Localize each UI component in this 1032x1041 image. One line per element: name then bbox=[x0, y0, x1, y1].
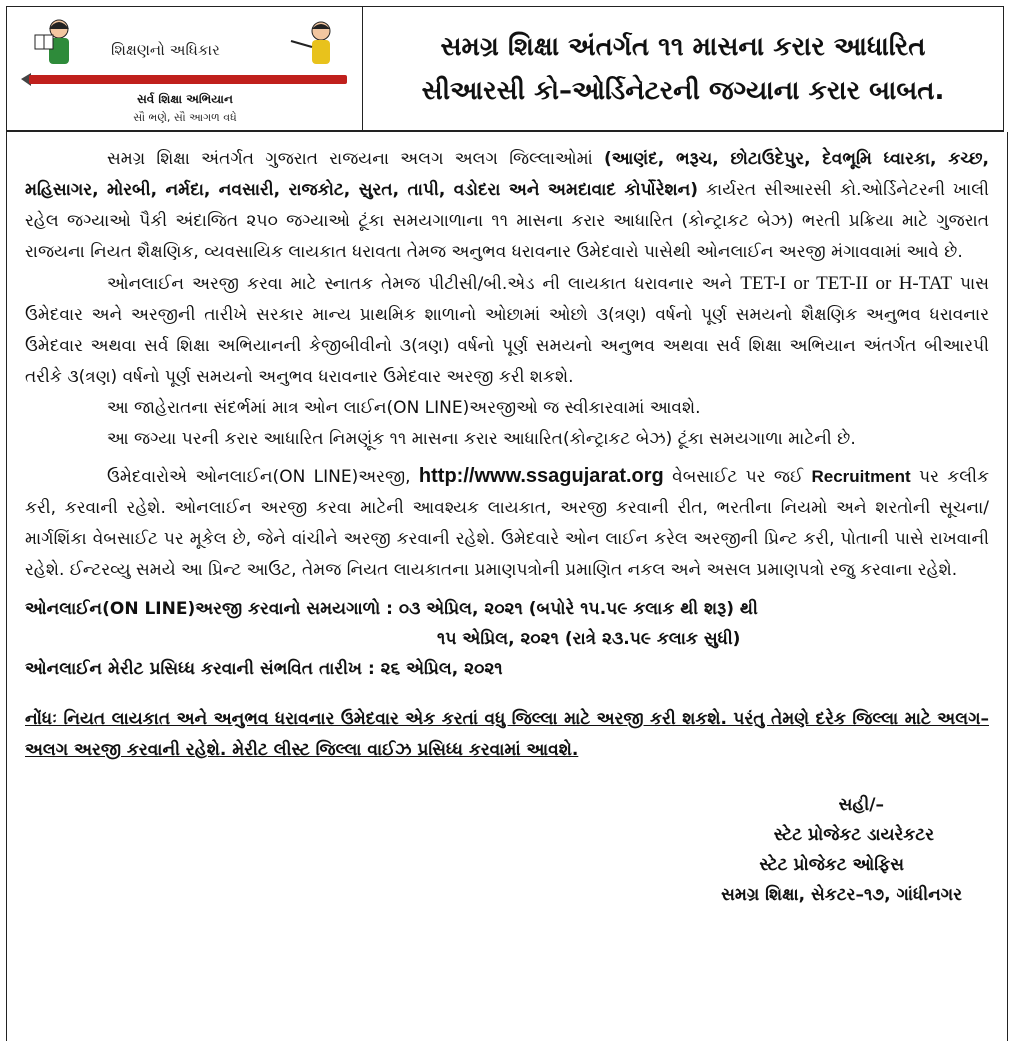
para2-a: ઓનલાઈન અરજી કરવા માટે સ્નાતક તેમજ પીટીસી/બી.એડ ની લાયકાત ધરાવનાર અને bbox=[107, 274, 741, 294]
schedule-line2: ૧૫ એપ્રિલ, ૨૦૨૧ (રાત્રે ૨૩.૫૯ કલાક સુધી) bbox=[437, 629, 741, 649]
paragraph-districts bbox=[25, 144, 989, 268]
paragraph-apply bbox=[25, 461, 989, 586]
para2-b: પાસ ઉમેદવાર અને અરજીની તારીખે સરકાર માન્ય પ્રાથમિક શાળાનો ઓછામાં ઓછો ૩(ત્રણ) વર્ષનો પૂર્ણ સમયનો શૈક્ષણિક અનુભવ ધરાવનાર ઉમેદવાર અથવા સર્વ શિક્ષા અભિયાનની કેજીબીવીનો ૩(ત્રણ) વર્ષનો પૂર્ણ સમયનો અનુભવ અથવા સર્વ શિક્ષા અભિયાન અંતર્ગત બીઆરપી તરીકે ૩(ત્રણ) વર્ષનો પૂર્ણ સમયનો અનુભવ ધરાવનાર ઉમેદવાર અરજી કરી શકશે. bbox=[25, 274, 989, 387]
paragraph-online-only: આ જાહેરાતના સંદર્ભમાં માત્ર ઓન લાઈન(ON LINE)અરજીઓ જ સ્વીકારવામાં આવશે. bbox=[107, 398, 701, 418]
schedule-line3: ઓનલાઈન મેરીટ પ્રસિધ્ધ કરવાની સંભવિત તારીખ : ૨૬ એપ્રિલ, ૨૦૨૧ bbox=[25, 659, 503, 679]
girl-reading-icon bbox=[29, 15, 99, 75]
signature-block bbox=[642, 790, 962, 910]
district-list: (આણંદ, ભરૂચ, છોટાઉદેપુર, દેવભૂમિ ધ્વારકા, કચ્છ, મહિસાગર, મોરબી, નર્મદા, નવસારી, રાજકોટ, સુરત, તાપી, વડોદરા અને અમદાવાદ કોર્પોરેશન) bbox=[25, 149, 989, 200]
para1-rest: કાર્યરત સીઆરસી કો.ઓર્ડિનેટરની ખાલી રહેલ જગ્યાઓ પૈકી અંદાજિત ૨૫૦ જગ્યાઓ ટૂંકા સમયગાળાના ૧૧ માસના કરાર આધારિત (કોન્ટ્રાકટ બેઝ) ભરતી પ્રક્રિયા માટે ગુજરાત રાજયના નિયત શૈક્ષણિક, વ્યવસાયિક લાયકાત ધરાવતા તેમજ અનુભવ ધરાવનાર ઉમેદવારો પાસેથી ઓનલાઈન અરજી મંગાવવામાં આવે છે. bbox=[25, 180, 990, 262]
note: નોંધઃ નિયત લાયકાત અને અનુભવ ધરાવનાર ઉમેદવાર એક કરતાં વધુ જિલ્લા માટે અરજી કરી શકશે. પરંતુ તેમણે દરેક જિલ્લા માટે અલગ–અલગ અરજી કરવાની રહેશે. મેરીટ લીસ્ટ જિલ્લા વાઈઝ પ્રસિધ્ધ કરવામાં આવશે. bbox=[25, 709, 989, 760]
paragraph-eligibility bbox=[25, 268, 989, 393]
paragraph-contract: આ જગ્યા પરની કરાર આધારિત નિમણૂંક ૧૧ માસના કરાર આધારિત(કોન્ટ્રાકટ બેઝ) ટૂંકા સમયગાળા માટેની છે. bbox=[107, 429, 856, 449]
para5-b: વેબસાઈટ પર જઈ bbox=[663, 467, 812, 487]
schedule-line1: ઓનલાઈન(ON LINE)અરજી કરવાનો સમયગાળો : ૦૩ એપ્રિલ, ૨૦૨૧ (બપોરે ૧૫.૫૯ કલાક થી શરૂ) થી bbox=[25, 599, 758, 619]
notice-title bbox=[363, 7, 1003, 130]
ssa-logo bbox=[7, 7, 363, 130]
pencil-bar bbox=[29, 75, 347, 84]
signature-line2: સ્ટેટ પ્રોજેકટ ઓફિસ bbox=[759, 855, 904, 875]
logo-line1: સર્વ શિક્ષા અભિયાન bbox=[137, 92, 233, 106]
para5-a: ઉમેદવારોએ ઓનલાઈન(ON LINE)અરજી, bbox=[107, 467, 419, 487]
signature-line3: સમગ્ર શિક્ષા, સેકટર–૧૭, ગાંધીનગર bbox=[721, 885, 962, 905]
logo-label: શિક્ષણનો અધિકાર bbox=[111, 41, 220, 59]
logo-line2: સૌ ભણે, સૌ આગળ વધે bbox=[133, 111, 237, 124]
schedule bbox=[25, 594, 989, 684]
title-line1: સમગ્ર શિક્ષા અંતર્ગત ૧૧ માસના કરાર આધારિત bbox=[440, 31, 926, 62]
para1-intro: સમગ્ર શિક્ષા અંતર્ગત ગુજરાત રાજયના અલગ અલગ જિલ્લાઓમાં bbox=[107, 149, 605, 169]
header bbox=[6, 6, 1004, 132]
signature-line1: સ્ટેટ પ્રોજેકટ ડાયરેકટર bbox=[773, 825, 934, 845]
website-link[interactable]: http://www.ssagujarat.org bbox=[418, 465, 664, 487]
para5-c: પર કલીક કરી, કરવાની રહેશે. ઓનલાઈન અરજી કરવા માટેની આવશ્યક લાયકાત, અરજી કરવાની રીત, ભરતીના નિયમો અને શરતોની સૂચના/માર્ગશિંકા વેબસાઈટ પર મૂકેલ છે, જેને વાંચીને અરજી કરવાની રહેશે. ઉમેદવારે ઓન લાઈન કરેલ અરજીની પ્રિન્ટ કરી, પોતાની પાસે રાખવાની રહેશે. ઈન્ટરવ્યુ સમયે આ પ્રિન્ટ આઉટ, તેમજ નિયત લાયકાતના પ્રમાણપત્રોની પ્રમાણિત નકલ અને અસલ પ્રમાણપત્રો રજુ કરવાના રહેશે. bbox=[25, 467, 989, 580]
title-line2: સીઆરસી કો–ઓર્ડિનેટરની જગ્યાના કરાર બાબત. bbox=[421, 75, 945, 106]
boy-pointing-icon bbox=[287, 19, 347, 75]
tet-text: TET-I or TET-II or H-TAT bbox=[740, 273, 953, 294]
recruitment-text: Recruitment bbox=[811, 467, 911, 486]
signature-sahi: સહી/– bbox=[838, 795, 884, 815]
